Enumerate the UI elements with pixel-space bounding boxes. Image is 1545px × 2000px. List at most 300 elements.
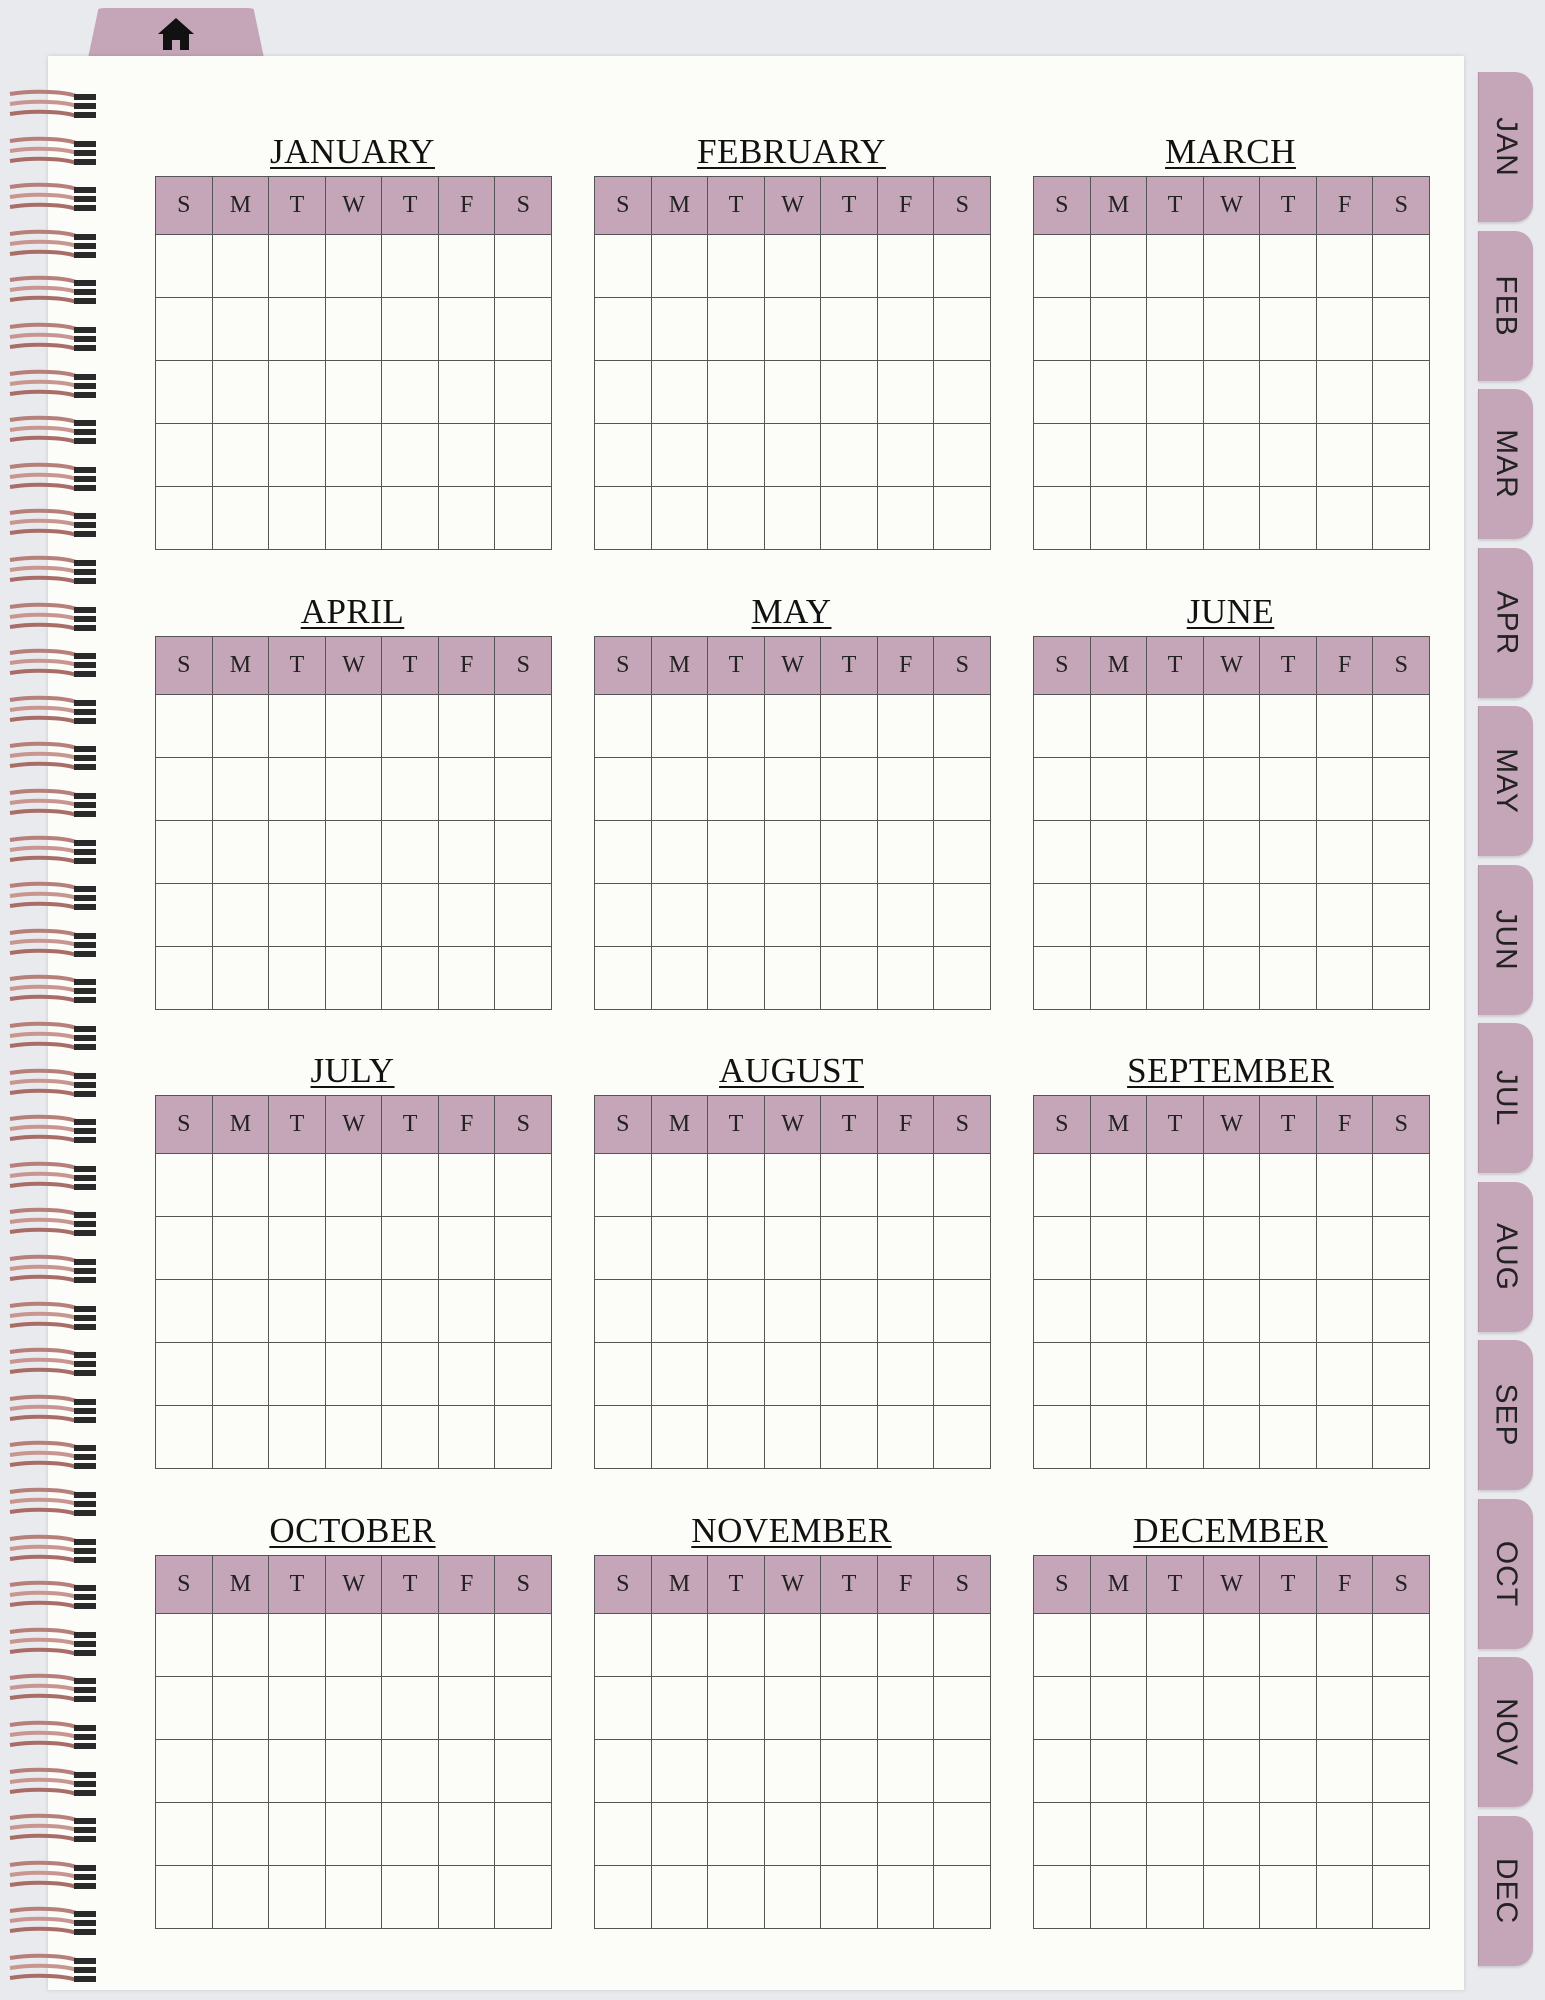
day-cell[interactable] xyxy=(1147,1803,1204,1865)
day-cell[interactable] xyxy=(156,695,213,757)
day-cell[interactable] xyxy=(1091,298,1148,360)
day-cell[interactable] xyxy=(439,1614,496,1676)
day-cell[interactable] xyxy=(382,947,439,1009)
day-cell[interactable] xyxy=(1204,1154,1261,1216)
day-cell[interactable] xyxy=(595,758,652,820)
day-cell[interactable] xyxy=(1317,947,1374,1009)
day-cell[interactable] xyxy=(269,1803,326,1865)
day-cell[interactable] xyxy=(382,821,439,883)
day-cell[interactable] xyxy=(326,821,383,883)
day-cell[interactable] xyxy=(1260,298,1317,360)
tab-mar[interactable] xyxy=(1478,389,1533,539)
day-cell[interactable] xyxy=(708,298,765,360)
day-cell[interactable] xyxy=(1204,487,1261,549)
day-cell[interactable] xyxy=(1373,235,1429,297)
day-cell[interactable] xyxy=(269,1343,326,1405)
day-cell[interactable] xyxy=(595,695,652,757)
day-cell[interactable] xyxy=(1204,298,1261,360)
day-cell[interactable] xyxy=(1034,1406,1091,1468)
day-cell[interactable] xyxy=(495,361,551,423)
day-cell[interactable] xyxy=(1260,1406,1317,1468)
day-cell[interactable] xyxy=(1204,1217,1261,1279)
day-cell[interactable] xyxy=(213,1803,270,1865)
day-cell[interactable] xyxy=(439,1866,496,1928)
day-cell[interactable] xyxy=(382,235,439,297)
day-cell[interactable] xyxy=(156,298,213,360)
day-cell[interactable] xyxy=(1317,424,1374,486)
tab-aug[interactable] xyxy=(1478,1182,1533,1332)
day-cell[interactable] xyxy=(326,1803,383,1865)
day-cell[interactable] xyxy=(439,947,496,1009)
day-cell[interactable] xyxy=(1260,884,1317,946)
day-cell[interactable] xyxy=(934,884,990,946)
day-cell[interactable] xyxy=(708,1280,765,1342)
day-cell[interactable] xyxy=(821,1343,878,1405)
day-cell[interactable] xyxy=(213,695,270,757)
day-cell[interactable] xyxy=(495,424,551,486)
day-cell[interactable] xyxy=(708,1866,765,1928)
day-cell[interactable] xyxy=(595,1154,652,1216)
day-cell[interactable] xyxy=(1034,1280,1091,1342)
day-cell[interactable] xyxy=(439,884,496,946)
day-cell[interactable] xyxy=(213,758,270,820)
day-cell[interactable] xyxy=(765,487,822,549)
day-cell[interactable] xyxy=(1091,1614,1148,1676)
day-cell[interactable] xyxy=(156,361,213,423)
day-cell[interactable] xyxy=(326,1866,383,1928)
day-cell[interactable] xyxy=(269,821,326,883)
day-cell[interactable] xyxy=(934,1217,990,1279)
day-cell[interactable] xyxy=(326,947,383,1009)
day-cell[interactable] xyxy=(1034,1614,1091,1676)
day-cell[interactable] xyxy=(382,1803,439,1865)
tab-sep[interactable] xyxy=(1478,1340,1533,1490)
tab-apr[interactable] xyxy=(1478,548,1533,698)
day-cell[interactable] xyxy=(439,1677,496,1739)
day-cell[interactable] xyxy=(652,487,709,549)
day-cell[interactable] xyxy=(439,1740,496,1802)
day-cell[interactable] xyxy=(878,1866,935,1928)
day-cell[interactable] xyxy=(213,1154,270,1216)
day-cell[interactable] xyxy=(765,1154,822,1216)
day-cell[interactable] xyxy=(1147,1614,1204,1676)
day-cell[interactable] xyxy=(213,821,270,883)
day-cell[interactable] xyxy=(1317,1866,1374,1928)
day-cell[interactable] xyxy=(652,947,709,1009)
day-cell[interactable] xyxy=(765,1280,822,1342)
day-cell[interactable] xyxy=(213,1280,270,1342)
day-cell[interactable] xyxy=(708,1154,765,1216)
day-cell[interactable] xyxy=(439,758,496,820)
day-cell[interactable] xyxy=(821,1740,878,1802)
day-cell[interactable] xyxy=(1091,1217,1148,1279)
day-cell[interactable] xyxy=(156,1343,213,1405)
day-cell[interactable] xyxy=(1260,1803,1317,1865)
day-cell[interactable] xyxy=(1373,1740,1429,1802)
day-cell[interactable] xyxy=(595,1406,652,1468)
day-cell[interactable] xyxy=(595,1866,652,1928)
day-cell[interactable] xyxy=(708,1343,765,1405)
day-cell[interactable] xyxy=(1147,758,1204,820)
day-cell[interactable] xyxy=(1317,1154,1374,1216)
day-cell[interactable] xyxy=(595,361,652,423)
day-cell[interactable] xyxy=(878,298,935,360)
day-cell[interactable] xyxy=(269,424,326,486)
day-cell[interactable] xyxy=(708,1677,765,1739)
tab-jun[interactable] xyxy=(1478,865,1533,1015)
day-cell[interactable] xyxy=(821,361,878,423)
day-cell[interactable] xyxy=(269,1154,326,1216)
day-cell[interactable] xyxy=(765,1677,822,1739)
day-cell[interactable] xyxy=(878,821,935,883)
day-cell[interactable] xyxy=(1147,1866,1204,1928)
day-cell[interactable] xyxy=(1317,884,1374,946)
day-cell[interactable] xyxy=(821,884,878,946)
day-cell[interactable] xyxy=(382,758,439,820)
day-cell[interactable] xyxy=(439,487,496,549)
day-cell[interactable] xyxy=(382,884,439,946)
day-cell[interactable] xyxy=(326,1677,383,1739)
day-cell[interactable] xyxy=(495,1866,551,1928)
day-cell[interactable] xyxy=(1204,1343,1261,1405)
day-cell[interactable] xyxy=(821,1866,878,1928)
day-cell[interactable] xyxy=(934,1803,990,1865)
day-cell[interactable] xyxy=(439,298,496,360)
day-cell[interactable] xyxy=(1147,884,1204,946)
day-cell[interactable] xyxy=(326,1154,383,1216)
day-cell[interactable] xyxy=(156,1280,213,1342)
day-cell[interactable] xyxy=(213,1614,270,1676)
day-cell[interactable] xyxy=(439,821,496,883)
day-cell[interactable] xyxy=(1317,298,1374,360)
day-cell[interactable] xyxy=(495,758,551,820)
day-cell[interactable] xyxy=(765,884,822,946)
day-cell[interactable] xyxy=(213,487,270,549)
day-cell[interactable] xyxy=(439,1217,496,1279)
day-cell[interactable] xyxy=(1260,1154,1317,1216)
day-cell[interactable] xyxy=(213,1406,270,1468)
day-cell[interactable] xyxy=(382,487,439,549)
day-cell[interactable] xyxy=(382,1154,439,1216)
day-cell[interactable] xyxy=(1373,758,1429,820)
day-cell[interactable] xyxy=(382,361,439,423)
day-cell[interactable] xyxy=(439,695,496,757)
day-cell[interactable] xyxy=(765,1343,822,1405)
day-cell[interactable] xyxy=(595,1280,652,1342)
day-cell[interactable] xyxy=(934,424,990,486)
day-cell[interactable] xyxy=(1147,821,1204,883)
day-cell[interactable] xyxy=(878,1343,935,1405)
day-cell[interactable] xyxy=(156,1614,213,1676)
day-cell[interactable] xyxy=(1373,1343,1429,1405)
day-cell[interactable] xyxy=(495,821,551,883)
day-cell[interactable] xyxy=(934,1677,990,1739)
day-cell[interactable] xyxy=(821,1217,878,1279)
day-cell[interactable] xyxy=(1147,361,1204,423)
day-cell[interactable] xyxy=(326,1343,383,1405)
day-cell[interactable] xyxy=(821,1614,878,1676)
day-cell[interactable] xyxy=(708,1217,765,1279)
day-cell[interactable] xyxy=(1147,1406,1204,1468)
day-cell[interactable] xyxy=(708,821,765,883)
day-cell[interactable] xyxy=(1034,884,1091,946)
day-cell[interactable] xyxy=(495,1280,551,1342)
day-cell[interactable] xyxy=(595,1217,652,1279)
day-cell[interactable] xyxy=(1204,695,1261,757)
day-cell[interactable] xyxy=(765,1803,822,1865)
day-cell[interactable] xyxy=(1034,1803,1091,1865)
day-cell[interactable] xyxy=(934,361,990,423)
day-cell[interactable] xyxy=(1147,1154,1204,1216)
day-cell[interactable] xyxy=(1317,361,1374,423)
day-cell[interactable] xyxy=(1204,1803,1261,1865)
day-cell[interactable] xyxy=(495,1154,551,1216)
day-cell[interactable] xyxy=(156,1677,213,1739)
day-cell[interactable] xyxy=(213,884,270,946)
day-cell[interactable] xyxy=(1147,487,1204,549)
tab-nov[interactable] xyxy=(1478,1657,1533,1807)
day-cell[interactable] xyxy=(495,947,551,1009)
day-cell[interactable] xyxy=(382,695,439,757)
day-cell[interactable] xyxy=(1034,1740,1091,1802)
day-cell[interactable] xyxy=(821,758,878,820)
day-cell[interactable] xyxy=(1373,424,1429,486)
day-cell[interactable] xyxy=(595,1677,652,1739)
day-cell[interactable] xyxy=(156,947,213,1009)
day-cell[interactable] xyxy=(821,298,878,360)
day-cell[interactable] xyxy=(1034,361,1091,423)
day-cell[interactable] xyxy=(156,821,213,883)
day-cell[interactable] xyxy=(495,298,551,360)
day-cell[interactable] xyxy=(765,1406,822,1468)
day-cell[interactable] xyxy=(1091,487,1148,549)
day-cell[interactable] xyxy=(595,884,652,946)
day-cell[interactable] xyxy=(652,884,709,946)
day-cell[interactable] xyxy=(156,1803,213,1865)
day-cell[interactable] xyxy=(708,424,765,486)
day-cell[interactable] xyxy=(1034,298,1091,360)
day-cell[interactable] xyxy=(878,1217,935,1279)
day-cell[interactable] xyxy=(765,298,822,360)
day-cell[interactable] xyxy=(765,758,822,820)
day-cell[interactable] xyxy=(821,235,878,297)
day-cell[interactable] xyxy=(652,1677,709,1739)
day-cell[interactable] xyxy=(821,487,878,549)
day-cell[interactable] xyxy=(1317,1740,1374,1802)
day-cell[interactable] xyxy=(878,758,935,820)
day-cell[interactable] xyxy=(878,361,935,423)
day-cell[interactable] xyxy=(878,1740,935,1802)
day-cell[interactable] xyxy=(652,695,709,757)
day-cell[interactable] xyxy=(1373,361,1429,423)
day-cell[interactable] xyxy=(1317,1677,1374,1739)
day-cell[interactable] xyxy=(495,235,551,297)
day-cell[interactable] xyxy=(708,1803,765,1865)
day-cell[interactable] xyxy=(269,235,326,297)
day-cell[interactable] xyxy=(1204,235,1261,297)
day-cell[interactable] xyxy=(821,821,878,883)
day-cell[interactable] xyxy=(1147,235,1204,297)
day-cell[interactable] xyxy=(213,1677,270,1739)
day-cell[interactable] xyxy=(156,1866,213,1928)
day-cell[interactable] xyxy=(382,1614,439,1676)
day-cell[interactable] xyxy=(765,947,822,1009)
day-cell[interactable] xyxy=(269,884,326,946)
day-cell[interactable] xyxy=(326,1406,383,1468)
day-cell[interactable] xyxy=(1373,1614,1429,1676)
day-cell[interactable] xyxy=(326,235,383,297)
day-cell[interactable] xyxy=(878,695,935,757)
day-cell[interactable] xyxy=(708,884,765,946)
day-cell[interactable] xyxy=(821,1154,878,1216)
day-cell[interactable] xyxy=(495,1740,551,1802)
day-cell[interactable] xyxy=(269,1217,326,1279)
day-cell[interactable] xyxy=(1204,361,1261,423)
day-cell[interactable] xyxy=(269,758,326,820)
day-cell[interactable] xyxy=(382,1406,439,1468)
tab-feb[interactable] xyxy=(1478,231,1533,381)
day-cell[interactable] xyxy=(1204,947,1261,1009)
day-cell[interactable] xyxy=(213,235,270,297)
day-cell[interactable] xyxy=(213,1740,270,1802)
day-cell[interactable] xyxy=(1260,424,1317,486)
tab-may[interactable] xyxy=(1478,706,1533,856)
day-cell[interactable] xyxy=(495,884,551,946)
day-cell[interactable] xyxy=(1260,1280,1317,1342)
day-cell[interactable] xyxy=(1204,1406,1261,1468)
day-cell[interactable] xyxy=(1091,1280,1148,1342)
day-cell[interactable] xyxy=(156,1406,213,1468)
day-cell[interactable] xyxy=(269,1677,326,1739)
day-cell[interactable] xyxy=(269,1614,326,1676)
day-cell[interactable] xyxy=(213,1866,270,1928)
day-cell[interactable] xyxy=(821,1677,878,1739)
day-cell[interactable] xyxy=(652,1154,709,1216)
day-cell[interactable] xyxy=(1373,947,1429,1009)
day-cell[interactable] xyxy=(326,298,383,360)
day-cell[interactable] xyxy=(1091,821,1148,883)
day-cell[interactable] xyxy=(1204,884,1261,946)
day-cell[interactable] xyxy=(495,1406,551,1468)
day-cell[interactable] xyxy=(821,947,878,1009)
day-cell[interactable] xyxy=(595,1614,652,1676)
day-cell[interactable] xyxy=(934,298,990,360)
day-cell[interactable] xyxy=(821,695,878,757)
day-cell[interactable] xyxy=(821,1406,878,1468)
day-cell[interactable] xyxy=(765,235,822,297)
day-cell[interactable] xyxy=(269,487,326,549)
day-cell[interactable] xyxy=(1034,1154,1091,1216)
day-cell[interactable] xyxy=(213,361,270,423)
day-cell[interactable] xyxy=(382,1677,439,1739)
day-cell[interactable] xyxy=(1034,1343,1091,1405)
day-cell[interactable] xyxy=(326,1217,383,1279)
day-cell[interactable] xyxy=(878,1280,935,1342)
day-cell[interactable] xyxy=(1091,884,1148,946)
day-cell[interactable] xyxy=(708,1614,765,1676)
day-cell[interactable] xyxy=(821,1803,878,1865)
day-cell[interactable] xyxy=(156,758,213,820)
day-cell[interactable] xyxy=(269,361,326,423)
day-cell[interactable] xyxy=(269,1866,326,1928)
day-cell[interactable] xyxy=(1260,1677,1317,1739)
day-cell[interactable] xyxy=(1373,695,1429,757)
day-cell[interactable] xyxy=(1260,1740,1317,1802)
day-cell[interactable] xyxy=(934,1154,990,1216)
day-cell[interactable] xyxy=(1147,1280,1204,1342)
day-cell[interactable] xyxy=(495,695,551,757)
day-cell[interactable] xyxy=(1204,1740,1261,1802)
day-cell[interactable] xyxy=(652,1343,709,1405)
day-cell[interactable] xyxy=(878,487,935,549)
day-cell[interactable] xyxy=(1091,947,1148,1009)
day-cell[interactable] xyxy=(765,821,822,883)
day-cell[interactable] xyxy=(595,1803,652,1865)
day-cell[interactable] xyxy=(652,758,709,820)
day-cell[interactable] xyxy=(765,424,822,486)
day-cell[interactable] xyxy=(708,1406,765,1468)
day-cell[interactable] xyxy=(1204,1280,1261,1342)
day-cell[interactable] xyxy=(1373,1406,1429,1468)
day-cell[interactable] xyxy=(1034,1217,1091,1279)
day-cell[interactable] xyxy=(495,487,551,549)
day-cell[interactable] xyxy=(1034,947,1091,1009)
day-cell[interactable] xyxy=(1260,1614,1317,1676)
day-cell[interactable] xyxy=(934,947,990,1009)
day-cell[interactable] xyxy=(652,1280,709,1342)
day-cell[interactable] xyxy=(382,1866,439,1928)
day-cell[interactable] xyxy=(1091,1677,1148,1739)
day-cell[interactable] xyxy=(1260,1343,1317,1405)
day-cell[interactable] xyxy=(326,695,383,757)
day-cell[interactable] xyxy=(326,1740,383,1802)
day-cell[interactable] xyxy=(269,695,326,757)
day-cell[interactable] xyxy=(878,1803,935,1865)
day-cell[interactable] xyxy=(934,758,990,820)
day-cell[interactable] xyxy=(382,424,439,486)
day-cell[interactable] xyxy=(1034,758,1091,820)
day-cell[interactable] xyxy=(1317,1406,1374,1468)
day-cell[interactable] xyxy=(1317,758,1374,820)
day-cell[interactable] xyxy=(765,1614,822,1676)
day-cell[interactable] xyxy=(213,1217,270,1279)
day-cell[interactable] xyxy=(1317,1614,1374,1676)
day-cell[interactable] xyxy=(269,947,326,1009)
day-cell[interactable] xyxy=(878,1614,935,1676)
day-cell[interactable] xyxy=(1260,758,1317,820)
day-cell[interactable] xyxy=(1317,235,1374,297)
day-cell[interactable] xyxy=(1204,1614,1261,1676)
day-cell[interactable] xyxy=(1373,1217,1429,1279)
day-cell[interactable] xyxy=(1091,361,1148,423)
day-cell[interactable] xyxy=(495,1343,551,1405)
day-cell[interactable] xyxy=(1034,695,1091,757)
day-cell[interactable] xyxy=(1317,1280,1374,1342)
day-cell[interactable] xyxy=(439,235,496,297)
day-cell[interactable] xyxy=(652,235,709,297)
day-cell[interactable] xyxy=(1091,1740,1148,1802)
day-cell[interactable] xyxy=(652,1406,709,1468)
day-cell[interactable] xyxy=(1373,821,1429,883)
home-tab[interactable] xyxy=(88,8,264,58)
day-cell[interactable] xyxy=(708,1740,765,1802)
day-cell[interactable] xyxy=(1147,298,1204,360)
day-cell[interactable] xyxy=(708,758,765,820)
day-cell[interactable] xyxy=(326,758,383,820)
day-cell[interactable] xyxy=(1091,1406,1148,1468)
day-cell[interactable] xyxy=(878,947,935,1009)
day-cell[interactable] xyxy=(269,1280,326,1342)
